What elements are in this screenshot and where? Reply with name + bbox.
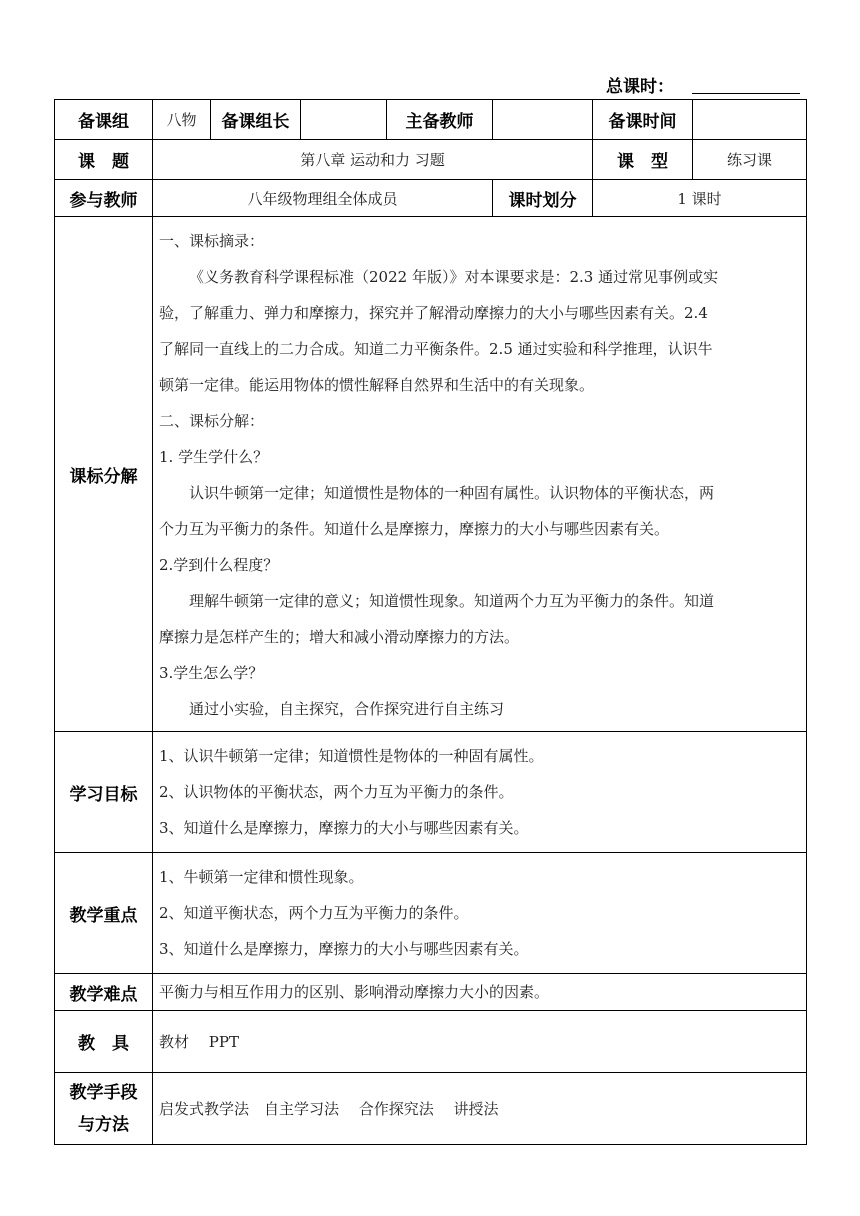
- row-curriculum: [55, 217, 807, 732]
- row-teachers: [55, 180, 807, 217]
- group-label: 备课组: [55, 100, 153, 140]
- row-methods: [55, 1073, 807, 1145]
- key-point-item: 1、牛顿第一定律和惯性现象。: [159, 868, 364, 886]
- main-teacher-value: [493, 100, 593, 140]
- goal-item: 1、认识牛顿第一定律；知道惯性是物体的一种固有属性。: [159, 747, 544, 765]
- key-point-item: 2、知道平衡状态，两个力互为平衡力的条件。: [159, 904, 469, 922]
- question-2: 2.学到什么程度？: [159, 556, 279, 574]
- prep-time-label: 备课时间: [593, 100, 693, 140]
- lesson-plan-table: [54, 99, 807, 1145]
- methods-label-line-2: 与方法: [78, 1114, 129, 1135]
- question-3: 3.学生怎么学？: [159, 664, 264, 682]
- leader-label: 备课组长: [211, 100, 301, 140]
- group-value: 八物: [153, 100, 211, 140]
- row-goals: [55, 732, 807, 853]
- curriculum-heading-2: 二、课标分解：: [159, 412, 265, 430]
- lesson-type-label: 课 型: [593, 140, 693, 180]
- row-difficulty: [55, 974, 807, 1011]
- division-value: 1 课时: [593, 180, 807, 217]
- key-point-item: 3、知道什么是摩擦力，摩擦力的大小与哪些因素有关。: [159, 940, 529, 958]
- goal-item: 2、认识物体的平衡状态，两个力互为平衡力的条件。: [159, 783, 514, 801]
- row-prep-group: [55, 100, 807, 140]
- excerpt-line-3: 了解同一直线上的二力合成。知道二力平衡条件。2.5 通过实验和科学推理，认识牛: [159, 340, 713, 358]
- teachers-label: 参与教师: [55, 180, 153, 217]
- row-key-points: [55, 853, 807, 974]
- key-points-label: 教学重点: [55, 853, 153, 974]
- curriculum-label: 课标分解: [55, 217, 153, 732]
- answer-1-line-1: 认识牛顿第一定律；知道惯性是物体的一种固有属性。认识物体的平衡状态，两: [189, 484, 715, 502]
- excerpt-line-1: 《义务教育科学课程标准（2022 年版）》对本课要求是：2.3 通过常见事例或实: [189, 268, 719, 286]
- answer-1-line-2: 个力互为平衡力的条件。知道什么是摩擦力，摩擦力的大小与哪些因素有关。: [159, 520, 670, 538]
- goals-content: [153, 732, 807, 853]
- leader-value: [301, 100, 387, 140]
- answer-2-line-1: 理解牛顿第一定律的意义；知道惯性现象。知道两个力互为平衡力的条件。知道: [189, 592, 715, 610]
- difficulty-label: 教学难点: [55, 974, 153, 1011]
- key-points-content: [153, 853, 807, 974]
- methods-label: [55, 1073, 153, 1145]
- tools-value: 教材 PPT: [153, 1011, 807, 1073]
- goal-item: 3、知道什么是摩擦力，摩擦力的大小与哪些因素有关。: [159, 819, 529, 837]
- prep-time-value: [693, 100, 807, 140]
- total-hours-label: 总课时：: [606, 77, 674, 97]
- difficulty-value: 平衡力与相互作用力的区别、影响滑动摩擦力大小的因素。: [153, 974, 807, 1011]
- goals-label: 学习目标: [55, 732, 153, 853]
- curriculum-heading-1: 一、课标摘录：: [159, 232, 265, 250]
- topic-value: 第八章 运动和力 习题: [153, 140, 593, 180]
- answer-3: 通过小实验，自主探究，合作探究进行自主练习: [189, 700, 505, 718]
- row-topic: [55, 140, 807, 180]
- answer-2-line-2: 摩擦力是怎样产生的；增大和减小滑动摩擦力的方法。: [159, 628, 520, 646]
- teachers-value: 八年级物理组全体成员: [153, 180, 493, 217]
- curriculum-content: [153, 217, 807, 732]
- tools-label: 教 具: [55, 1011, 153, 1073]
- lesson-type-value: 练习课: [693, 140, 807, 180]
- topic-label: 课 题: [55, 140, 153, 180]
- excerpt-line-2: 验，了解重力、弹力和摩擦力，探究并了解滑动摩擦力的大小与哪些因素有关。2.4: [159, 304, 708, 322]
- main-teacher-label: 主备教师: [387, 100, 493, 140]
- total-hours-blank: [692, 93, 800, 94]
- row-tools: [55, 1011, 807, 1073]
- methods-value: 启发式教学法 自主学习法 合作探究法 讲授法: [153, 1073, 807, 1145]
- question-1: 1. 学生学什么？: [159, 448, 269, 466]
- excerpt-line-4: 顿第一定律。能运用物体的惯性解释自然界和生活中的有关现象。: [159, 376, 595, 394]
- methods-label-line-1: 教学手段: [69, 1082, 138, 1103]
- division-label: 课时划分: [493, 180, 593, 217]
